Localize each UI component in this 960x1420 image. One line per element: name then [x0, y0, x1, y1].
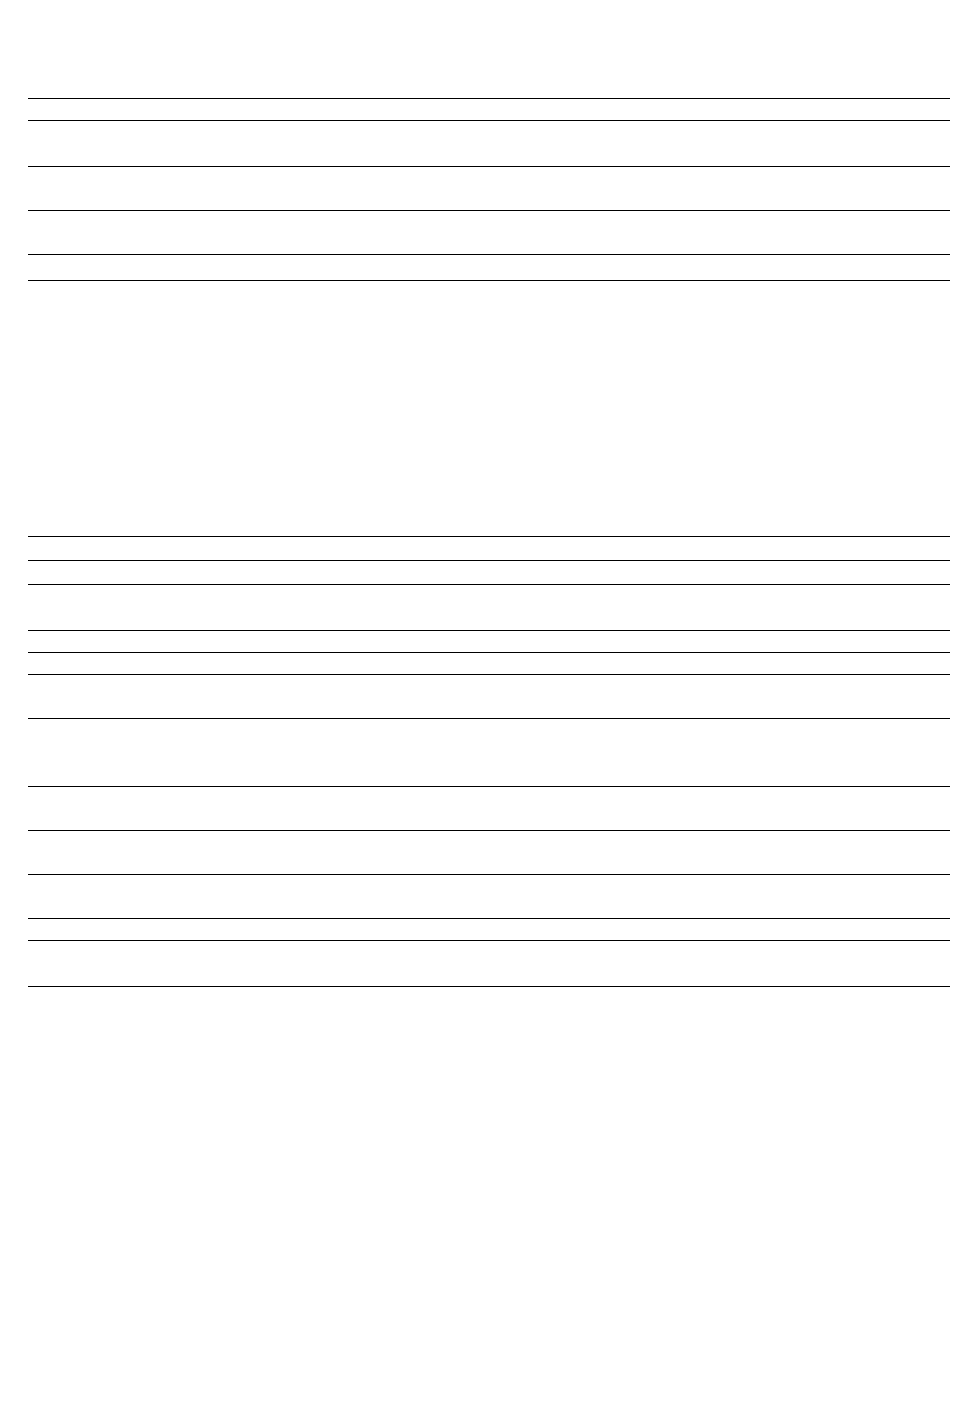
- table-rule: [28, 718, 950, 719]
- table-rule: [28, 630, 950, 631]
- table-rule: [28, 280, 950, 281]
- table-rule: [28, 536, 950, 537]
- table-rule: [28, 874, 950, 875]
- table-rule: [28, 210, 950, 211]
- table-rule: [28, 940, 950, 941]
- table-rule: [28, 652, 950, 653]
- table-rule: [28, 674, 950, 675]
- table-rule: [28, 830, 950, 831]
- table-rule: [28, 120, 950, 121]
- table-rule: [28, 560, 950, 561]
- table-rule: [28, 786, 950, 787]
- table-rule: [28, 98, 950, 99]
- table-rule: [28, 166, 950, 167]
- table-rule: [28, 986, 950, 987]
- table-rule: [28, 584, 950, 585]
- table-rule: [28, 918, 950, 919]
- table-rule: [28, 254, 950, 255]
